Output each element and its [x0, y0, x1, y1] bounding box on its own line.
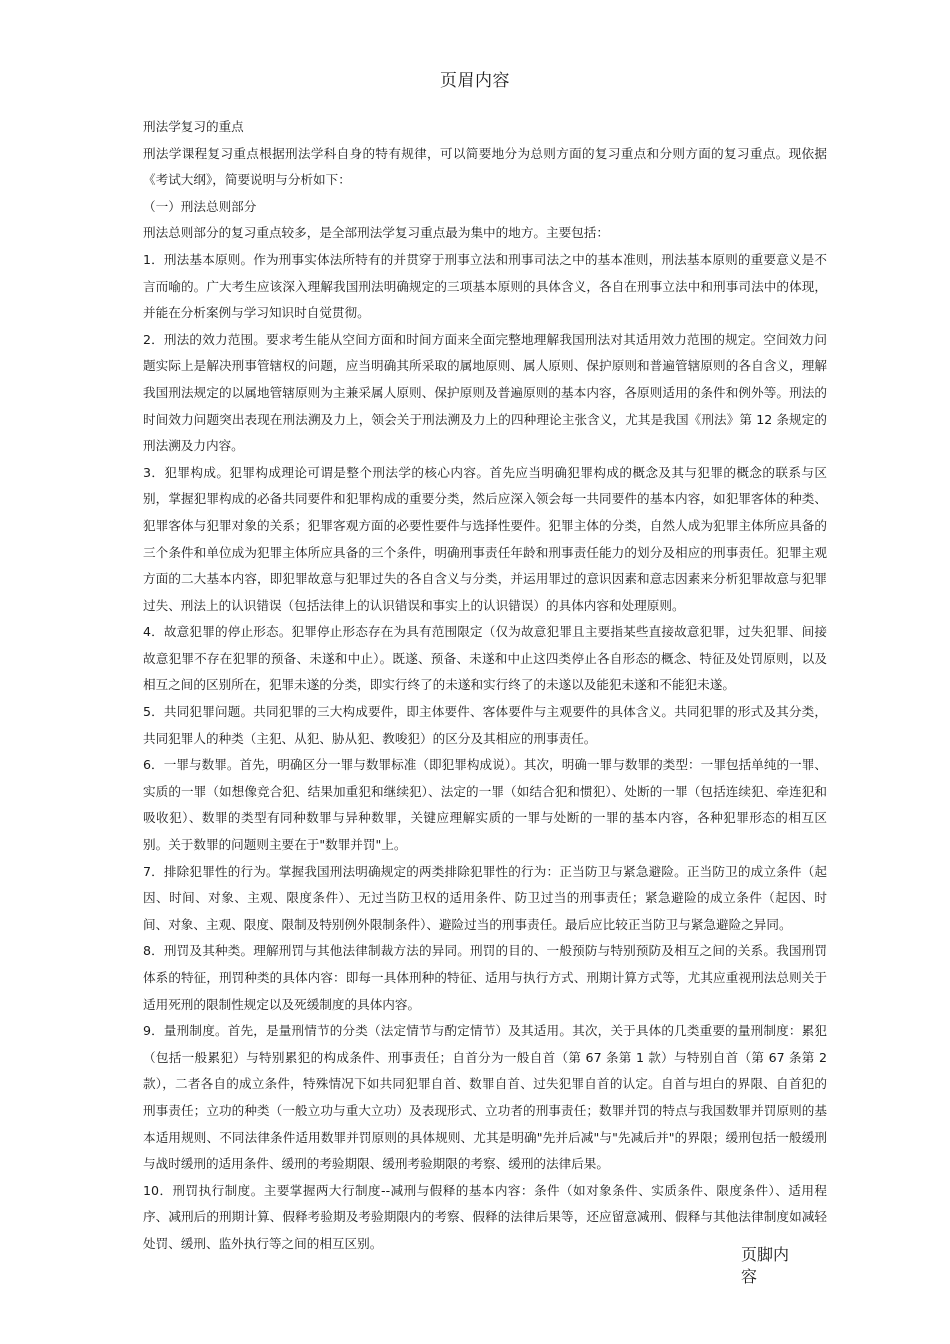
paragraph-item-1: 1．刑法基本原则。作为刑事实体法所特有的并贯穿于刑事立法和刑事司法之中的基本准则，刑法基本原则的重要意义是不言而喻的。广大考生应该深入理解我国刑法明确规定的三项基本原则的具体含义，各自在刑事立法中和刑事司法中的体现，并能在分析案例与学习知识时自觉贯彻。 — [143, 251, 827, 321]
intro-paragraph: 刑法学课程复习重点根据刑法学科自身的特有规律，可以简要地分为总则方面的复习重点和分则方面的复习重点。现依据《考试大纲》，简要说明与分析如下： — [143, 145, 827, 188]
page-footer: 页脚内容 — [741, 1245, 790, 1286]
document-body — [143, 114, 827, 1258]
page-header: 页眉内容 — [440, 71, 510, 91]
section-heading: （一）刑法总则部分 — [143, 198, 257, 214]
paragraph-item-10: 10．刑罚执行制度。主要掌握两大行制度--减刑与假释的基本内容：条件（如对象条件、实质条件、限度条件）、适用程序、减刑后的刑期计算、假释考验期及考验期限内的考察、假释的法律后果等，还应留意减刑、假释与其他法律制度如减轻处罚、缓刑、监外执行等之间的相互区别。 — [143, 1182, 827, 1251]
paragraph-item-3: 3．犯罪构成。犯罪构成理论可谓是整个刑法学的核心内容。首先应当明确犯罪构成的概念及其与犯罪的概念的联系与区别，掌握犯罪构成的必备共同要件和犯罪构成的重要分类，然后应深入领会每一共同要件的基本内容，如犯罪客体的种类、犯罪客体与犯罪对象的关系；犯罪客观方面的必要性要件与选择性要件。犯罪主体的分类，自然人成为犯罪主体所应具备的三个条件和单位成为犯罪主体所应具备的三个条件，明确刑事责任年龄和刑事责任能力的划分及相应的刑事责任。犯罪主观方面的二大基本内容，即犯罪故意与犯罪过失的各自含义与分类，并运用罪过的意识因素和意志因素来分析犯罪故意与犯罪过失、刑法上的认识错误（包括法律上的认识错误和事实上的认识错误）的具体内容和处理原则。 — [143, 464, 827, 613]
paragraph-item-6: 6．一罪与数罪。首先，明确区分一罪与数罪标准（即犯罪构成说）。其次，明确一罪与数罪的类型：一罪包括单纯的一罪、实质的一罪（如想像竞合犯、结果加重犯和继续犯）、法定的一罪（如结合犯和惯犯）、处断的一罪（包括连续犯、牵连犯和吸收犯）、数罪的类型有同种数罪与异种数罪，关键应理解实质的一罪与处断的一罪的基本内容，各种犯罪形态的相互区别。关于数罪的问题则主要在于"数罪并罚"上。 — [143, 757, 827, 853]
paragraph-item-8: 8．刑罚及其种类。理解刑罚与其他法律制裁方法的异同。刑罚的目的、一般预防与特别预防及相互之间的关系。我国刑罚体系的特征，刑罚种类的具体内容：即每一具体刑种的特征、适用与执行方式、刑期计算方式等，尤其应重视刑法总则关于适用死刑的限制性规定以及死缓制度的具体内容。 — [143, 943, 827, 1012]
paragraph-item-5: 5．共同犯罪问题。共同犯罪的三大构成要件，即主体要件、客体要件与主观要件的具体含义。共同犯罪的形式及其分类，共同犯罪人的种类（主犯、从犯、胁从犯、教唆犯）的区分及其相应的刑事责任。 — [143, 704, 827, 746]
paragraph-item-4: 4．故意犯罪的停止形态。犯罪停止形态存在为具有范围限定（仅为故意犯罪且主要指某些直接故意犯罪，过失犯罪、间接故意犯罪不存在犯罪的预备、未遂和中止）。既遂、预备、未遂和中止这四类停止各自形态的概念、特征及处罚原则，以及相互之间的区别所在，犯罪未遂的分类，即实行终了的未遂和实行终了的未遂以及能犯未遂和不能犯未遂。 — [143, 624, 827, 693]
paragraph-item-7: 7．排除犯罪性的行为。掌握我国刑法明确规定的两类排除犯罪性的行为：正当防卫与紧急避险。正当防卫的成立条件（起因、时间、对象、主观、限度条件）、无过当防卫权的适用条件、防卫过当的刑事责任；紧急避险的成立条件（起因、时间、对象、主观、限度、限制及特别例外限制条件）、避险过当的刑事责任。最后应比较正当防卫与紧急避险之异同。 — [143, 863, 827, 932]
paragraph-item-2: 2．刑法的效力范围。要求考生能从空间方面和时间方面来全面完整地理解我国刑法对其适用效力范围的规定。空间效力问题实际上是解决刑事管辖权的问题，应当明确其所采取的属地原则、属人原则、保护原则和普遍管辖原则的各自含义，理解我国刑法规定的以属地管辖原则为主兼采属人原则、保护原则及普遍原则的基本内容，各原则适用的条件和例外等。刑法的时间效力问题突出表现在刑法溯及力上，领会关于刑法溯及力上的四种理论主张含义，尤其是我国《刑法》第 12 条规定的刑法溯及力内容。 — [143, 331, 827, 454]
section-intro-paragraph: 刑法总则部分的复习重点较多，是全部刑法学复习重点最为集中的地方。主要包括： — [143, 225, 609, 241]
paragraph-item-9: 9．量刑制度。首先，是量刑情节的分类（法定情节与酌定情节）及其适用。其次，关于具体的几类重要的量刑制度：累犯（包括一般累犯）与特别累犯的构成条件、刑事责任；自首分为一般自首（第 67 条第 1 款）与特别自首（第 67 条第 2 款），二者各自的成立条件，特殊情况下如共同犯罪自首、数罪自首、过失犯罪自首的认定。自首与坦白的界限、自首犯的刑事责任；立功的种类（一般立功与重大立功）及表现形式、立功者的刑事责任；数罪并罚的特点与我国数罪并罚原则的基本适用规则、不同法律条件适用数罪并罚原则的具体规则、尤其是明确"先并后减"与"先减后并"的界限；缓刑包括一般缓刑与战时缓刑的适用条件、缓刑的考验期限、缓刑考验期限的考察、缓刑的法律后果。 — [143, 1023, 827, 1172]
document-title: 刑法学复习的重点 — [143, 119, 244, 134]
